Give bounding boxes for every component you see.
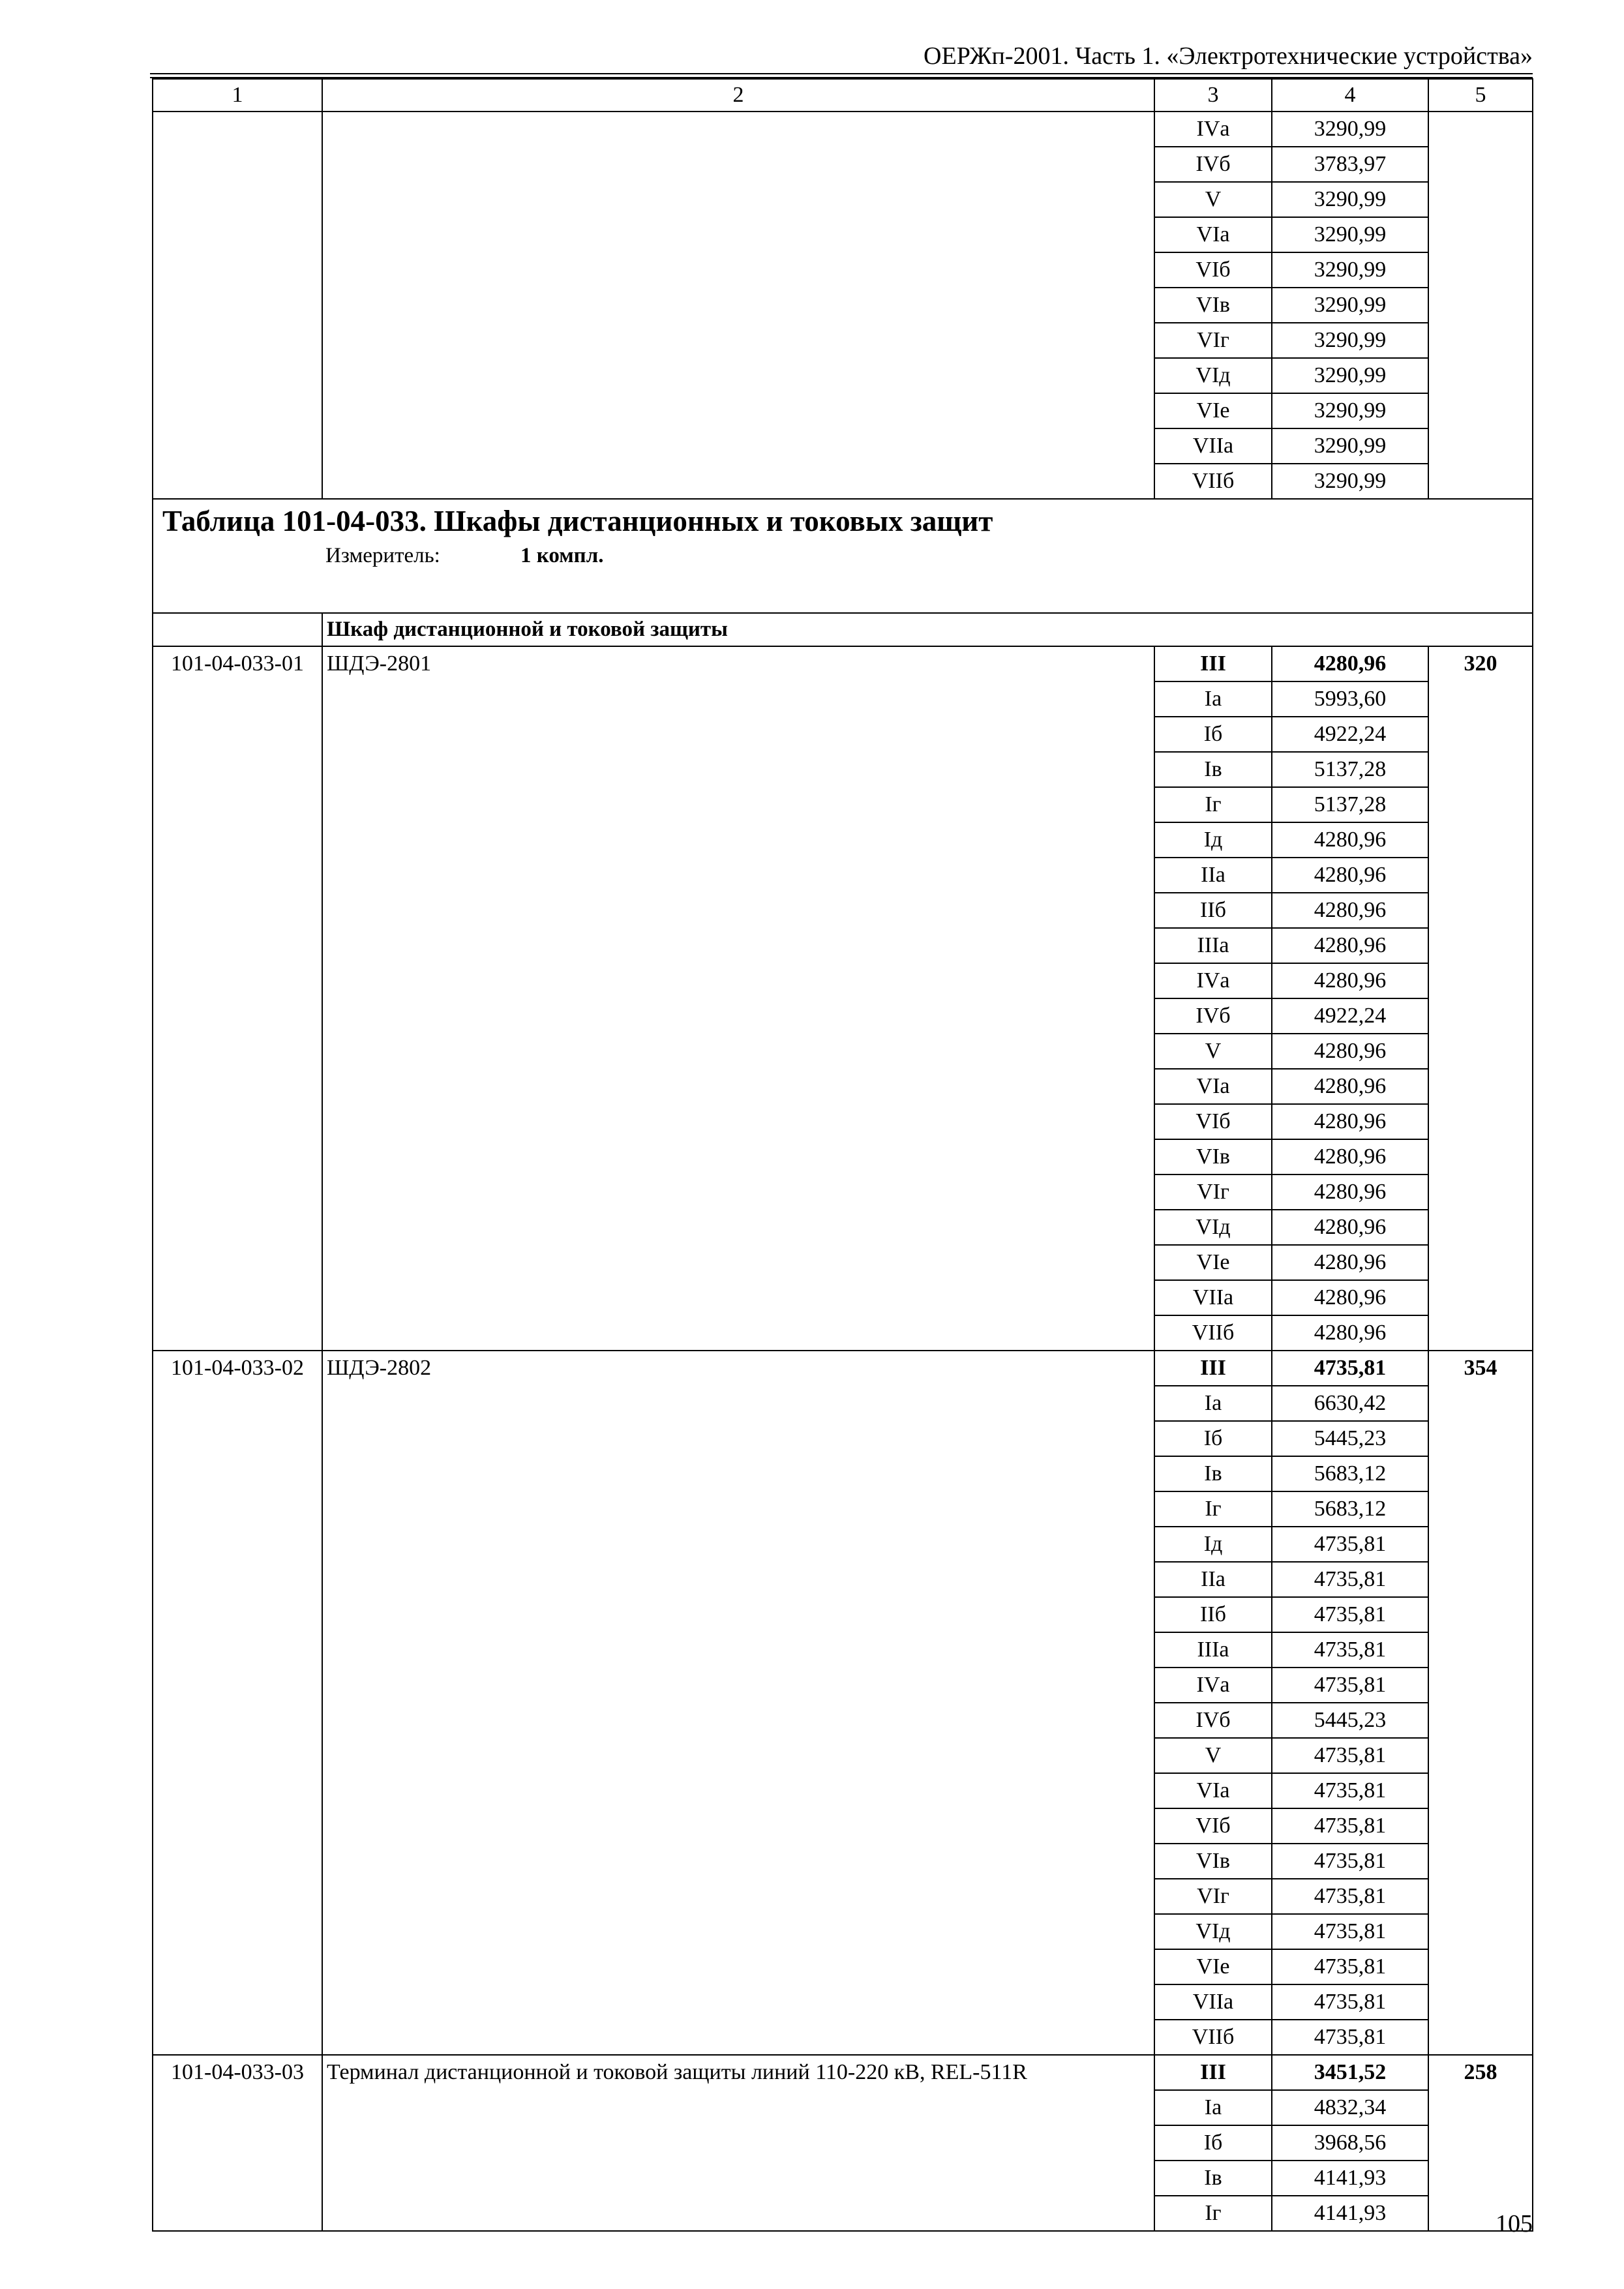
zone-cell: IVб bbox=[1154, 147, 1272, 182]
zone-cell: IIа bbox=[1154, 1562, 1272, 1597]
price-cell: 4280,96 bbox=[1272, 1069, 1428, 1104]
zone-cell: V bbox=[1154, 1738, 1272, 1773]
cost-cell bbox=[1428, 112, 1533, 499]
item-code: 101-04-033-02 bbox=[153, 1351, 322, 2055]
price-cell: 5445,23 bbox=[1272, 1421, 1428, 1456]
zone-cell: VIIа bbox=[1154, 428, 1272, 464]
price-cell: 4280,96 bbox=[1272, 1280, 1428, 1315]
table-row bbox=[153, 1351, 1533, 1386]
price-cell: 3451,52 bbox=[1272, 2055, 1428, 2090]
zone-cell: VIIб bbox=[1154, 1315, 1272, 1351]
zone-cell: III bbox=[1154, 1351, 1272, 1386]
price-cell: 4735,81 bbox=[1272, 1632, 1428, 1668]
zone-cell: V bbox=[1154, 182, 1272, 217]
price-cell: 4280,96 bbox=[1272, 822, 1428, 858]
zone-cell: Iг bbox=[1154, 1491, 1272, 1527]
zone-cell: V bbox=[1154, 1034, 1272, 1069]
price-cell: 3290,99 bbox=[1272, 358, 1428, 393]
zone-cell: IIб bbox=[1154, 1597, 1272, 1632]
zone-cell: VIа bbox=[1154, 217, 1272, 252]
zone-cell: VIб bbox=[1154, 252, 1272, 288]
item-cost: 354 bbox=[1428, 1351, 1533, 2055]
zone-cell: VIв bbox=[1154, 1844, 1272, 1879]
price-cell: 4735,81 bbox=[1272, 1668, 1428, 1703]
zone-cell: VIд bbox=[1154, 358, 1272, 393]
zone-cell: VIIа bbox=[1154, 1984, 1272, 2020]
price-cell: 4735,81 bbox=[1272, 1527, 1428, 1562]
price-cell: 5137,28 bbox=[1272, 752, 1428, 787]
price-cell: 4280,96 bbox=[1272, 963, 1428, 998]
zone-cell: IIIа bbox=[1154, 1632, 1272, 1668]
price-cell: 3290,99 bbox=[1272, 428, 1428, 464]
price-cell: 3290,99 bbox=[1272, 464, 1428, 499]
table-caption bbox=[153, 499, 1533, 613]
price-cell: 3290,99 bbox=[1272, 288, 1428, 323]
zone-cell: Iа bbox=[1154, 2090, 1272, 2125]
price-cell: 4735,81 bbox=[1272, 1914, 1428, 1949]
price-cell: 4141,93 bbox=[1272, 2161, 1428, 2196]
zone-cell: VIв bbox=[1154, 288, 1272, 323]
column-number: 2 bbox=[322, 79, 1154, 112]
price-cell: 4735,81 bbox=[1272, 1562, 1428, 1597]
price-cell: 3290,99 bbox=[1272, 252, 1428, 288]
zone-cell: VIе bbox=[1154, 1245, 1272, 1280]
zone-cell: VIв bbox=[1154, 1139, 1272, 1174]
price-cell: 4280,96 bbox=[1272, 1245, 1428, 1280]
price-cell: 4735,81 bbox=[1272, 1949, 1428, 1984]
zone-cell: VIа bbox=[1154, 1773, 1272, 1808]
page-number: 105 bbox=[1496, 2210, 1533, 2237]
table-row bbox=[153, 646, 1533, 681]
price-cell: 5683,12 bbox=[1272, 1491, 1428, 1527]
price-cell: 4280,96 bbox=[1272, 1174, 1428, 1210]
table-title: Таблица 101-04-033. Шкафы дистанционных и токовых защит bbox=[162, 505, 993, 537]
price-cell: 4280,96 bbox=[1272, 1104, 1428, 1139]
zone-cell: VIб bbox=[1154, 1808, 1272, 1844]
subheading: Шкаф дистанционной и токовой защиты bbox=[322, 613, 1533, 646]
zone-cell: Iа bbox=[1154, 1386, 1272, 1421]
zone-cell: Iв bbox=[1154, 2161, 1272, 2196]
price-cell: 4280,96 bbox=[1272, 646, 1428, 681]
zone-cell: VIд bbox=[1154, 1914, 1272, 1949]
zone-cell: IVа bbox=[1154, 963, 1272, 998]
price-cell: 4735,81 bbox=[1272, 1879, 1428, 1914]
item-cost: 320 bbox=[1428, 646, 1533, 1351]
measure-label: Измеритель: bbox=[325, 544, 440, 567]
column-number: 5 bbox=[1428, 79, 1533, 112]
header-rule-top bbox=[150, 73, 1533, 74]
measure-line bbox=[153, 543, 1532, 569]
price-cell: 4280,96 bbox=[1272, 858, 1428, 893]
price-cell: 4735,81 bbox=[1272, 1738, 1428, 1773]
subheading-row bbox=[153, 613, 1533, 646]
name-cell bbox=[322, 112, 1154, 499]
price-cell: 4922,24 bbox=[1272, 998, 1428, 1034]
price-cell: 4735,81 bbox=[1272, 1351, 1428, 1386]
code-cell bbox=[153, 613, 322, 646]
zone-cell: IVб bbox=[1154, 1703, 1272, 1738]
zone-cell: Iг bbox=[1154, 787, 1272, 822]
price-cell: 4141,93 bbox=[1272, 2196, 1428, 2231]
price-cell: 4735,81 bbox=[1272, 1984, 1428, 2020]
price-cell: 4280,96 bbox=[1272, 928, 1428, 963]
price-cell: 3290,99 bbox=[1272, 323, 1428, 358]
price-cell: 4280,96 bbox=[1272, 1315, 1428, 1351]
price-cell: 3968,56 bbox=[1272, 2125, 1428, 2161]
zone-cell: VIIа bbox=[1154, 1280, 1272, 1315]
zone-cell: IVа bbox=[1154, 1668, 1272, 1703]
zone-cell: IVа bbox=[1154, 112, 1272, 147]
zone-cell: Iд bbox=[1154, 1527, 1272, 1562]
zone-cell: VIе bbox=[1154, 1949, 1272, 1984]
price-cell: 3290,99 bbox=[1272, 182, 1428, 217]
price-cell: 4280,96 bbox=[1272, 1034, 1428, 1069]
column-number: 3 bbox=[1154, 79, 1272, 112]
zone-cell: VIг bbox=[1154, 1174, 1272, 1210]
zone-cell: IIб bbox=[1154, 893, 1272, 928]
price-cell: 4832,34 bbox=[1272, 2090, 1428, 2125]
column-number-row bbox=[153, 79, 1533, 112]
zone-cell: IVб bbox=[1154, 998, 1272, 1034]
price-table bbox=[152, 78, 1533, 2232]
price-cell: 4922,24 bbox=[1272, 717, 1428, 752]
item-name: ШДЭ-2802 bbox=[322, 1351, 1154, 2055]
zone-cell: IIа bbox=[1154, 858, 1272, 893]
zone-cell: Iб bbox=[1154, 1421, 1272, 1456]
price-cell: 3290,99 bbox=[1272, 393, 1428, 428]
price-cell: 5993,60 bbox=[1272, 681, 1428, 717]
zone-cell: VIIб bbox=[1154, 464, 1272, 499]
zone-cell: VIе bbox=[1154, 393, 1272, 428]
price-cell: 4735,81 bbox=[1272, 2020, 1428, 2055]
item-cost: 258 bbox=[1428, 2055, 1533, 2231]
zone-cell: Iг bbox=[1154, 2196, 1272, 2231]
zone-cell: VIг bbox=[1154, 323, 1272, 358]
price-cell: 3290,99 bbox=[1272, 217, 1428, 252]
zone-cell: Iа bbox=[1154, 681, 1272, 717]
item-name: Терминал дистанционной и токовой защиты линий 110-220 кВ, REL-511R bbox=[322, 2055, 1154, 2231]
running-head: ОЕРЖп-2001. Часть 1. «Электротехнические устройства» bbox=[924, 42, 1533, 70]
price-cell: 4735,81 bbox=[1272, 1773, 1428, 1808]
price-cell: 5137,28 bbox=[1272, 787, 1428, 822]
zone-cell: III bbox=[1154, 646, 1272, 681]
zone-cell: VIд bbox=[1154, 1210, 1272, 1245]
zone-cell: Iд bbox=[1154, 822, 1272, 858]
price-cell: 5683,12 bbox=[1272, 1456, 1428, 1491]
code-cell bbox=[153, 112, 322, 499]
zone-cell: VIа bbox=[1154, 1069, 1272, 1104]
item-code: 101-04-033-01 bbox=[153, 646, 322, 1351]
measure-value: 1 компл. bbox=[520, 544, 604, 567]
table-row bbox=[153, 112, 1533, 147]
price-cell: 4280,96 bbox=[1272, 1210, 1428, 1245]
table-caption-row bbox=[153, 499, 1533, 613]
price-cell: 4735,81 bbox=[1272, 1597, 1428, 1632]
price-cell: 5445,23 bbox=[1272, 1703, 1428, 1738]
price-cell: 6630,42 bbox=[1272, 1386, 1428, 1421]
zone-cell: IIIа bbox=[1154, 928, 1272, 963]
column-number: 1 bbox=[153, 79, 322, 112]
table-row bbox=[153, 2055, 1533, 2090]
zone-cell: Iв bbox=[1154, 1456, 1272, 1491]
price-cell: 4280,96 bbox=[1272, 893, 1428, 928]
zone-cell: VIг bbox=[1154, 1879, 1272, 1914]
price-cell: 4735,81 bbox=[1272, 1844, 1428, 1879]
item-name: ШДЭ-2801 bbox=[322, 646, 1154, 1351]
price-cell: 4735,81 bbox=[1272, 1808, 1428, 1844]
zone-cell: VIб bbox=[1154, 1104, 1272, 1139]
zone-cell: VIIб bbox=[1154, 2020, 1272, 2055]
zone-cell: Iв bbox=[1154, 752, 1272, 787]
column-number: 4 bbox=[1272, 79, 1428, 112]
item-code: 101-04-033-03 bbox=[153, 2055, 322, 2231]
price-cell: 3290,99 bbox=[1272, 112, 1428, 147]
price-cell: 3783,97 bbox=[1272, 147, 1428, 182]
zone-cell: Iб bbox=[1154, 717, 1272, 752]
price-cell: 4280,96 bbox=[1272, 1139, 1428, 1174]
zone-cell: Iб bbox=[1154, 2125, 1272, 2161]
zone-cell: III bbox=[1154, 2055, 1272, 2090]
